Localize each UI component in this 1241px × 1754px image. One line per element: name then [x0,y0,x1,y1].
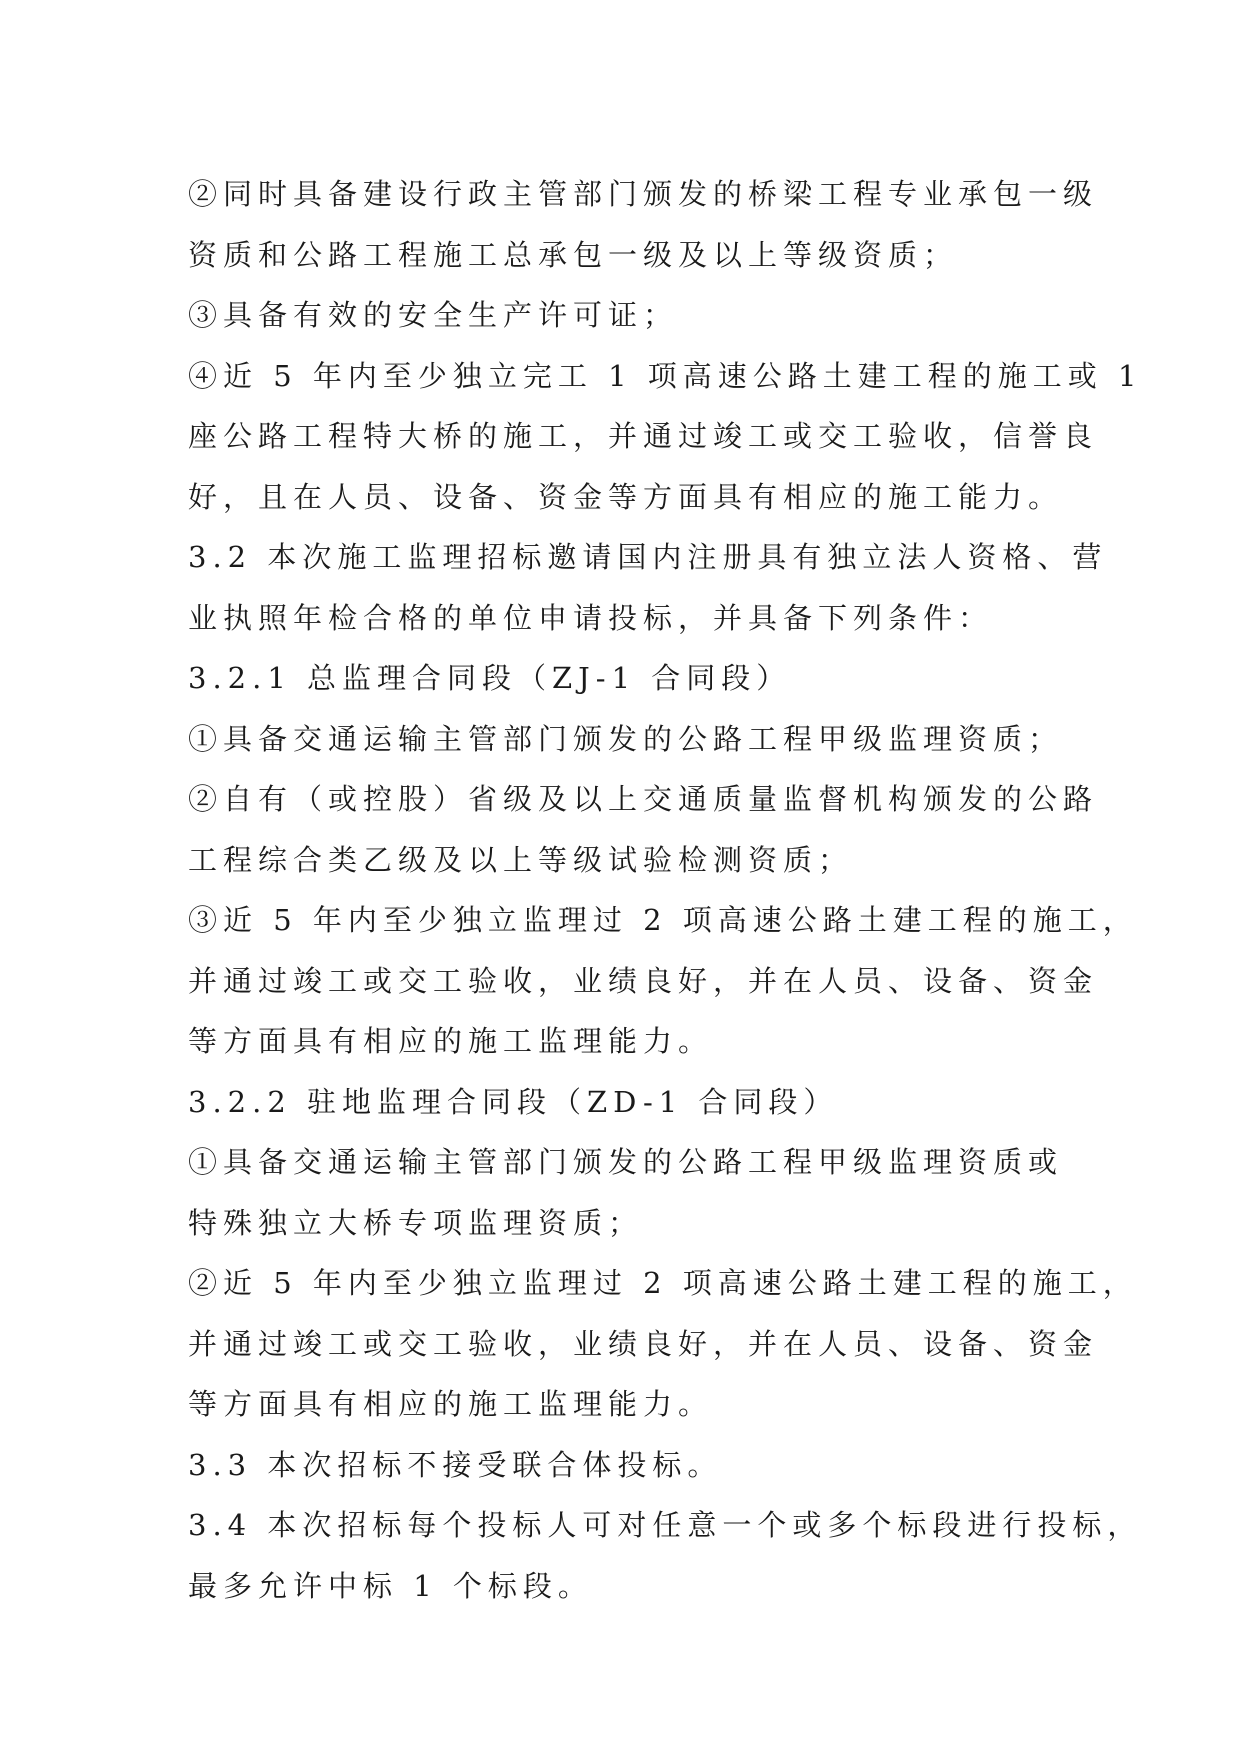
text-line: 并通过竣工或交工验收，业绩良好，并在人员、设备、资金 [188,963,1099,998]
text-line: ③具备有效的安全生产许可证； [188,298,679,332]
text-line: ③近 5 年内至少独立监理过 2 项高速公路土建工程的施工， [188,903,1138,937]
text-line: 特殊独立大桥专项监理资质； [188,1205,644,1240]
text-line: 并通过竣工或交工验收，业绩良好，并在人员、设备、资金 [188,1326,1099,1361]
text-line: ④近 5 年内至少独立完工 1 项高速公路土建工程的施工或 1 [188,358,1143,393]
text-line: 等方面具有相应的施工监理能力。 [188,1024,714,1058]
text-line: 座公路工程特大桥的施工，并通过竣工或交工验收，信誉良 [188,419,1099,453]
text-line: 等方面具有相应的施工监理能力。 [188,1387,714,1421]
text-line: 资质和公路工程施工总承包一级及以上等级资质； [188,237,959,272]
subsection-heading: 3.2.2 驻地监理合同段（ZD-1 合同段） [188,1084,839,1119]
document-body [188,164,1143,1616]
text-line: ①具备交通运输主管部门颁发的公路工程甲级监理资质； [188,721,1064,756]
text-line: ②同时具备建设行政主管部门颁发的桥梁工程专业承包一级 [188,177,1099,211]
section-heading: 3.4 本次招标每个投标人可对任意一个或多个标段进行投标， [188,1508,1143,1542]
text-line: 工程综合类乙级及以上等级试验检测资质； [188,842,854,877]
text-line: 最多允许中标 1 个标段。 [188,1568,593,1603]
section-heading: 3.3 本次招标不接受联合体投标。 [188,1447,723,1482]
text-line: ②自有（或控股）省级及以上交通质量监督机构颁发的公路 [188,782,1099,816]
text-line: 业执照年检合格的单位申请投标，并具备下列条件： [188,600,994,635]
text-line: ②近 5 年内至少独立监理过 2 项高速公路土建工程的施工， [188,1266,1138,1300]
text-line: ①具备交通运输主管部门颁发的公路工程甲级监理资质或 [188,1145,1064,1179]
section-heading: 3.2 本次施工监理招标邀请国内注册具有独立法人资格、营 [188,540,1108,574]
text-line: 好，且在人员、设备、资金等方面具有相应的施工能力。 [188,479,1064,514]
subsection-heading: 3.2.1 总监理合同段（ZJ-1 合同段） [188,661,792,695]
